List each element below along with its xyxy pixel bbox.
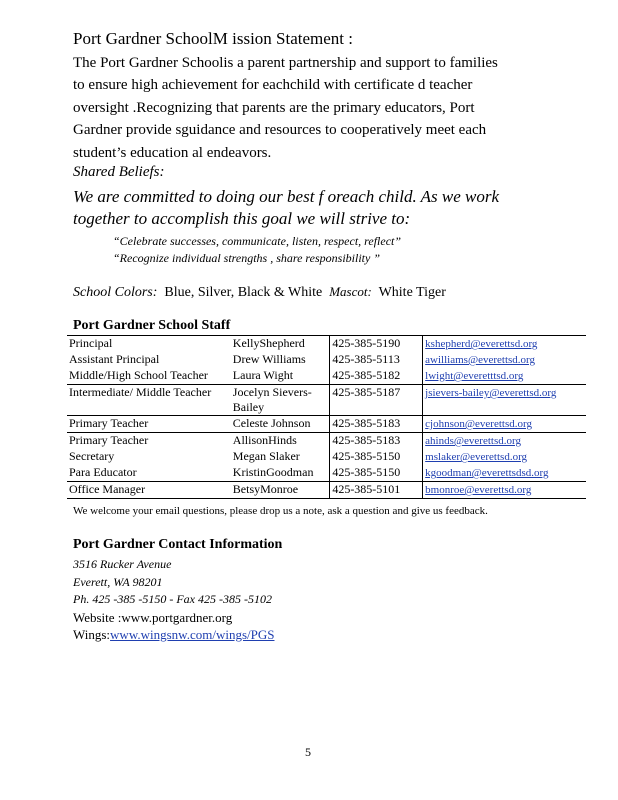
staff-role-cell (67, 336, 231, 353)
staff-email-link[interactable]: kshepherd@everettsd.org (425, 338, 538, 350)
mission-statement (73, 52, 543, 164)
staff-email-link[interactable]: bmonroe@everettsd.org (425, 484, 532, 496)
beliefs-quotes (113, 233, 401, 267)
contact-info (73, 556, 274, 644)
staff-phone: 425-385-5182 (332, 368, 401, 382)
wings-link[interactable]: www.wingsnw.com/wings/PGS (110, 627, 275, 642)
staff-email-cell (423, 433, 586, 450)
staff-name: AllisonHinds (232, 433, 297, 447)
staff-name: Jocelyn Sievers-Bailey (232, 385, 312, 414)
staff-role-cell (67, 385, 231, 416)
mission-line: oversight .Recognizing that parents are the primary educators, Port (73, 99, 475, 116)
staff-email-link[interactable]: jsievers-bailey@everettsd.org (425, 387, 557, 399)
mascot-label: Mascot: (329, 284, 372, 299)
staff-email-link[interactable]: kgoodman@everettsdsd.org (425, 467, 549, 479)
staff-role-cell (67, 482, 231, 499)
staff-phone-cell (330, 385, 423, 416)
staff-phone: 425-385-5183 (332, 433, 401, 447)
staff-row (67, 385, 586, 416)
staff-email-cell (423, 352, 586, 368)
staff-email-link[interactable]: cjohnson@everettsd.org (425, 418, 532, 430)
staff-phone: 425-385-5150 (332, 449, 401, 463)
staff-phone-cell (330, 482, 423, 499)
school-colors-value: Blue, Silver, Black & White (164, 285, 323, 300)
staff-phone: 425-385-5150 (332, 465, 401, 479)
quote-line: “Celebrate successes, communicate, listen, respect, reflect” (113, 234, 402, 248)
staff-email-cell (423, 482, 586, 499)
staff-phone-cell (330, 449, 423, 465)
website-value: www.portgardner.org (121, 609, 233, 625)
mission-title: Port Gardner SchoolM ission Statement : (73, 29, 354, 48)
staff-name-cell (231, 482, 330, 499)
staff-row (67, 433, 586, 450)
staff-name-cell (231, 368, 330, 385)
staff-role: Primary Teacher (69, 416, 149, 430)
welcome-note: We welcome your email questions, please drop us a note, ask a question and give us feedback. (73, 505, 488, 517)
staff-name-cell (231, 385, 330, 416)
staff-name: Laura Wight (232, 368, 294, 382)
mission-line: Gardner provide sguidance and resources to cooperatively meet each (73, 122, 487, 139)
staff-role-cell (67, 465, 231, 482)
staff-email-link[interactable]: lwight@everetttsd.org (425, 370, 524, 382)
mission-line: The Port Gardner Schoolis a parent partnership and support to families (73, 55, 498, 71)
staff-name: BetsyMonroe (232, 482, 299, 496)
staff-role-cell (67, 368, 231, 385)
staff-name-cell (231, 433, 330, 450)
phone-fax: Ph. 425 -385 -5150 - Fax 425 -385 -5102 (73, 592, 272, 606)
staff-phone: 425-385-5113 (332, 352, 400, 366)
staff-phone-cell (330, 368, 423, 385)
staff-phone-cell (330, 433, 423, 450)
staff-name: Celeste Johnson (232, 416, 311, 430)
address-line-2: Everett, WA 98201 (73, 574, 163, 589)
staff-name-cell (231, 449, 330, 465)
staff-role-cell (67, 433, 231, 450)
wings-line (73, 626, 274, 644)
wings-label: Wings: (73, 627, 111, 642)
staff-email-cell (423, 336, 586, 353)
staff-title: Port Gardner School Staff (73, 318, 231, 333)
staff-phone: 425-385-5101 (332, 482, 401, 496)
school-colors-line (73, 284, 446, 301)
staff-row (67, 449, 586, 465)
staff-table-body (67, 336, 586, 499)
staff-name: KristinGoodman (232, 465, 314, 479)
staff-role-cell (67, 449, 231, 465)
staff-row (67, 336, 586, 353)
staff-name: Megan Slaker (232, 449, 300, 463)
staff-phone: 425-385-5183 (332, 416, 401, 430)
staff-role: Primary Teacher (69, 433, 149, 447)
page-number: 5 (305, 745, 311, 759)
staff-email-cell (423, 465, 586, 482)
shared-beliefs-label: Shared Beliefs: (73, 164, 165, 180)
staff-row (67, 368, 586, 385)
quote-line: “Recognize individual strengths , share responsibility ” (113, 251, 380, 265)
staff-role: Assistant Principal (69, 352, 160, 366)
staff-email-link[interactable]: awilliams@everettsd.org (425, 354, 535, 366)
staff-row (67, 352, 586, 368)
staff-name-cell (231, 465, 330, 482)
staff-role: Principal (69, 336, 113, 350)
website-line (73, 609, 274, 627)
commitment-line: together to accomplish this goal we will strive to: (73, 209, 411, 228)
staff-row (67, 482, 586, 499)
commitment-text (73, 186, 499, 230)
mascot-value: White Tiger (378, 285, 446, 300)
staff-role: Para Educator (69, 465, 137, 479)
staff-phone-cell (330, 336, 423, 353)
staff-name-cell (231, 352, 330, 368)
staff-phone: 425-385-5190 (332, 336, 401, 350)
staff-email-link[interactable]: mslaker@everettsd.org (425, 451, 528, 463)
school-colors-label: School Colors: (73, 285, 158, 300)
staff-email-cell (423, 416, 586, 433)
staff-phone-cell (330, 416, 423, 433)
website-label: Website : (73, 609, 122, 625)
address-line-1: 3516 Rucker Avenue (73, 557, 172, 571)
staff-row (67, 465, 586, 482)
commitment-line: We are committed to doing our best f oreach child. As we work (73, 187, 500, 206)
staff-name: KellyShepherd (232, 336, 305, 350)
staff-row (67, 416, 586, 433)
staff-role: Middle/High School Teacher (69, 368, 208, 382)
staff-role: Intermediate/ Middle Teacher (69, 385, 212, 399)
staff-table (67, 335, 586, 499)
staff-name-cell (231, 416, 330, 433)
staff-role: Office Manager (69, 482, 146, 496)
staff-name: Drew Williams (232, 352, 306, 366)
staff-phone: 425-385-5187 (332, 385, 401, 399)
mission-line: to ensure high achievement for eachchild with certificate d teacher (73, 77, 473, 94)
staff-email-cell (423, 449, 586, 465)
staff-role-cell (67, 416, 231, 433)
staff-phone-cell (330, 465, 423, 482)
staff-name-cell (231, 336, 330, 353)
staff-role-cell (67, 352, 231, 368)
contact-title: Port Gardner Contact Information (73, 537, 283, 552)
staff-role: Secretary (69, 449, 115, 463)
staff-email-cell (423, 368, 586, 385)
mission-line: student’s education al endeavors. (73, 144, 272, 161)
staff-phone-cell (330, 352, 423, 368)
staff-email-link[interactable]: ahinds@everettsd.org (425, 435, 521, 447)
staff-email-cell (423, 385, 586, 416)
